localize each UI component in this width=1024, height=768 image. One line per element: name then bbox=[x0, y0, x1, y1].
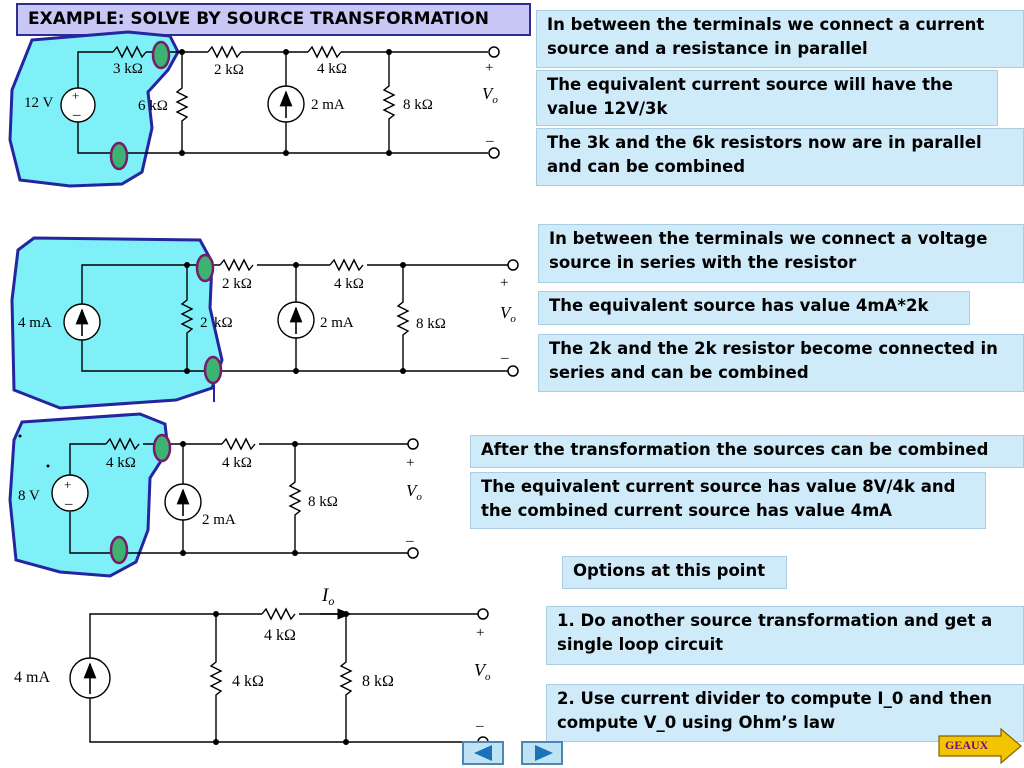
minus-sign: – bbox=[406, 533, 414, 549]
vo-label: $V_o$ bbox=[500, 303, 516, 325]
label-3k: 3 kΩ bbox=[113, 61, 143, 77]
output-terminal-bottom bbox=[408, 548, 418, 558]
minus-sign: – bbox=[486, 133, 494, 149]
circuit-2 bbox=[12, 238, 518, 408]
output-terminal-bottom bbox=[489, 148, 499, 158]
previous-slide-button[interactable] bbox=[462, 741, 504, 765]
vo-label: $V_o$ bbox=[482, 84, 498, 106]
note-box: Options at this point bbox=[562, 556, 787, 589]
terminal-marker bbox=[197, 255, 213, 281]
vo-label: $V_o$ bbox=[474, 660, 491, 683]
label-8v: 8 V bbox=[18, 488, 40, 504]
output-terminal-top bbox=[408, 439, 418, 449]
terminal-marker bbox=[111, 143, 127, 169]
note-box: 2. Use current divider to compute I_0 and then compute V_0 using Ohm’s law bbox=[546, 684, 1024, 742]
svg-text:–: – bbox=[73, 107, 81, 123]
label-kohm: kΩ bbox=[214, 315, 233, 331]
label-8k: 8 kΩ bbox=[308, 494, 338, 510]
label-6k: 6 kΩ bbox=[138, 98, 168, 114]
circuit-3 bbox=[10, 414, 422, 576]
circuit-4 bbox=[14, 585, 491, 747]
right-arrow-icon bbox=[523, 743, 561, 763]
label-2ma: 2 mA bbox=[320, 315, 354, 331]
terminal-marker bbox=[153, 42, 169, 68]
note-box: The equivalent source has value 4mA*2k bbox=[538, 291, 970, 325]
geaux-button[interactable] bbox=[937, 728, 1023, 764]
label-2: 2 bbox=[200, 315, 208, 331]
minus-sign: – bbox=[501, 350, 509, 366]
note-box: 1. Do another source transformation and get a single loop circuit bbox=[546, 606, 1024, 665]
plus-sign: + bbox=[485, 60, 494, 76]
io-label: $I_o$ bbox=[322, 585, 335, 608]
label-4k: 4 kΩ bbox=[264, 627, 296, 644]
label-2k: 2 kΩ bbox=[222, 276, 252, 292]
note-box: After the transformation the sources can be combined bbox=[470, 435, 1024, 468]
note-box: In between the terminals we connect a current source and a resistance in parallel bbox=[536, 10, 1024, 68]
note-box: The equivalent current source will have the value 12V/3k bbox=[536, 70, 998, 126]
label-4k: 4 kΩ bbox=[334, 276, 364, 292]
svg-text:–: – bbox=[65, 496, 73, 512]
output-terminal-top bbox=[489, 47, 499, 57]
left-arrow-icon bbox=[464, 743, 502, 763]
terminal-marker bbox=[111, 537, 127, 563]
output-terminal-top bbox=[508, 260, 518, 270]
page-title: EXAMPLE: SOLVE BY SOURCE TRANSFORMATION bbox=[16, 3, 531, 36]
label-4k: 4 kΩ bbox=[222, 455, 252, 471]
note-box: The 2k and the 2k resistor become connected in series and can be combined bbox=[538, 334, 1024, 392]
vo-label: $V_o$ bbox=[406, 481, 422, 503]
next-slide-button[interactable] bbox=[521, 741, 563, 765]
circuit-1 bbox=[10, 32, 499, 186]
terminal-marker bbox=[205, 357, 221, 383]
label-4ma: 4 mA bbox=[14, 669, 50, 686]
label-2ma: 2 mA bbox=[202, 512, 236, 528]
output-terminal-top bbox=[478, 609, 488, 619]
label-4k: 4 kΩ bbox=[317, 61, 347, 77]
note-box: The equivalent current source has value 8V/4k and the combined current source has value 4mA bbox=[470, 472, 986, 529]
label-8k: 8 kΩ bbox=[403, 97, 433, 113]
plus-sign: + bbox=[406, 455, 415, 471]
label-4k: 4 kΩ bbox=[232, 673, 264, 690]
label-8k: 8 kΩ bbox=[416, 316, 446, 332]
label-12v: 12 V bbox=[24, 95, 54, 111]
plus-sign: + bbox=[500, 275, 509, 291]
label-2k: 2 kΩ bbox=[214, 62, 244, 78]
svg-text:+: + bbox=[72, 88, 80, 103]
note-box: In between the terminals we connect a voltage source in series with the resistor bbox=[538, 224, 1024, 283]
label-2ma: 2 mA bbox=[311, 97, 345, 113]
output-terminal-bottom bbox=[508, 366, 518, 376]
label-4k: 4 kΩ bbox=[106, 455, 136, 471]
label-4ma: 4 mA bbox=[18, 315, 52, 331]
geaux-label: GEAUX bbox=[945, 738, 989, 752]
terminal-marker bbox=[154, 435, 170, 461]
note-box: The 3k and the 6k resistors now are in parallel and can be combined bbox=[536, 128, 1024, 186]
svg-text:+: + bbox=[64, 477, 72, 492]
label-8k: 8 kΩ bbox=[362, 673, 394, 690]
plus-sign: + bbox=[476, 625, 485, 641]
minus-sign: – bbox=[476, 718, 484, 734]
